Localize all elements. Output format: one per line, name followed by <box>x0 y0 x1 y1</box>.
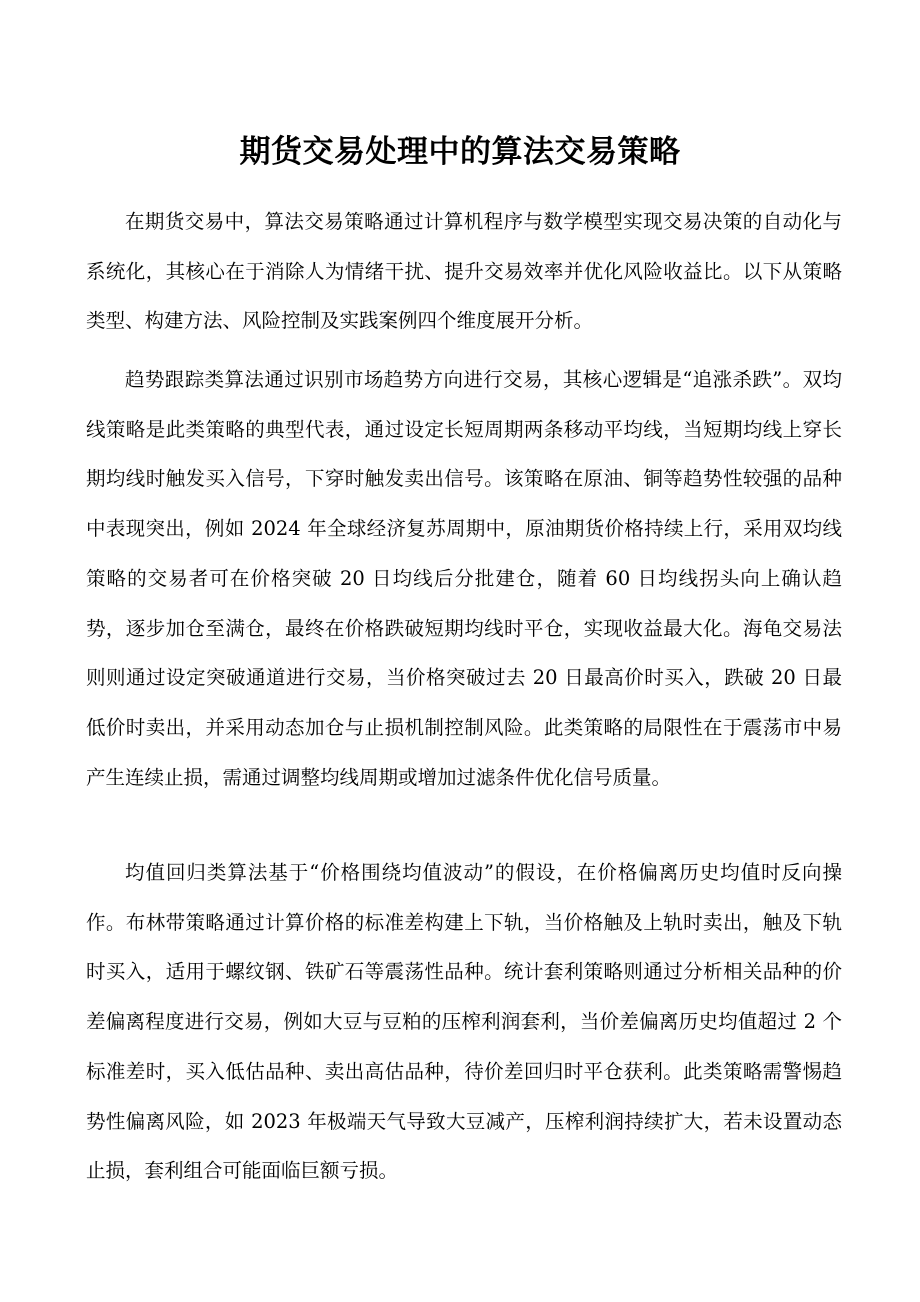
paragraph-mean-reversion <box>86 848 842 1196</box>
paragraph-trend-following <box>86 355 842 802</box>
paragraph-intro <box>86 197 842 346</box>
paragraph-text: 趋势跟踪类算法通过识别市场趋势方向进行交易，其核心逻辑是“追涨杀跌”。双均线策略是此类策略的典型代表，通过设定长短周期两条移动平均线，当短期均线上穿长期均线时触发买入信号，下穿时触发卖出信号。该策略在原油、铜等趋势性较强的品种中表现突出，例如 2024 年全球经济复苏周期中，原油期货价格持续上行，采用双均线策略的交易者可在价格突破 20 日均线后分批建仓，随着 60 日均线拐头向上确认趋势，逐步加仓至满仓，最终在价格跌破短期均线时平仓，实现收益最大化。海龟交易法则则通过设定突破通道进行交易，当价格突破过去 20 日最高价时买入，跌破 20 日最低价时卖出，并采用动态加仓与止损机制控制风险。此类策略的局限性在于震荡市中易产生连续止损，需通过调整均线周期或增加过滤条件优化信号质量。 <box>86 368 842 789</box>
paragraph-text: 均值回归类算法基于“价格围绕均值波动”的假设，在价格偏离历史均值时反向操作。布林带策略通过计算价格的标准差构建上下轨，当价格触及上轨时卖出，触及下轨时买入，适用于螺纹钢、铁矿石等震荡性品种。统计套利策略则通过分析相关品种的价差偏离程度进行交易，例如大豆与豆粕的压榨利润套利，当价差偏离历史均值超过 2 个标准差时，买入低估品种、卖出高估品种，待价差回归时平仓获利。此类策略需警惕趋势性偏离风险，如 2023 年极端天气导致大豆减产，压榨利润持续扩大，若未设置动态止损，套利组合可能面临巨额亏损。 <box>86 861 842 1183</box>
document-title: 期货交易处理中的算法交易策略 <box>239 134 681 170</box>
paragraph-text: 在期货交易中，算法交易策略通过计算机程序与数学模型实现交易决策的自动化与系统化，其核心在于消除人为情绪干扰、提升交易效率并优化风险收益比。以下从策略类型、构建方法、风险控制及实践案例四个维度展开分析。 <box>86 210 842 333</box>
